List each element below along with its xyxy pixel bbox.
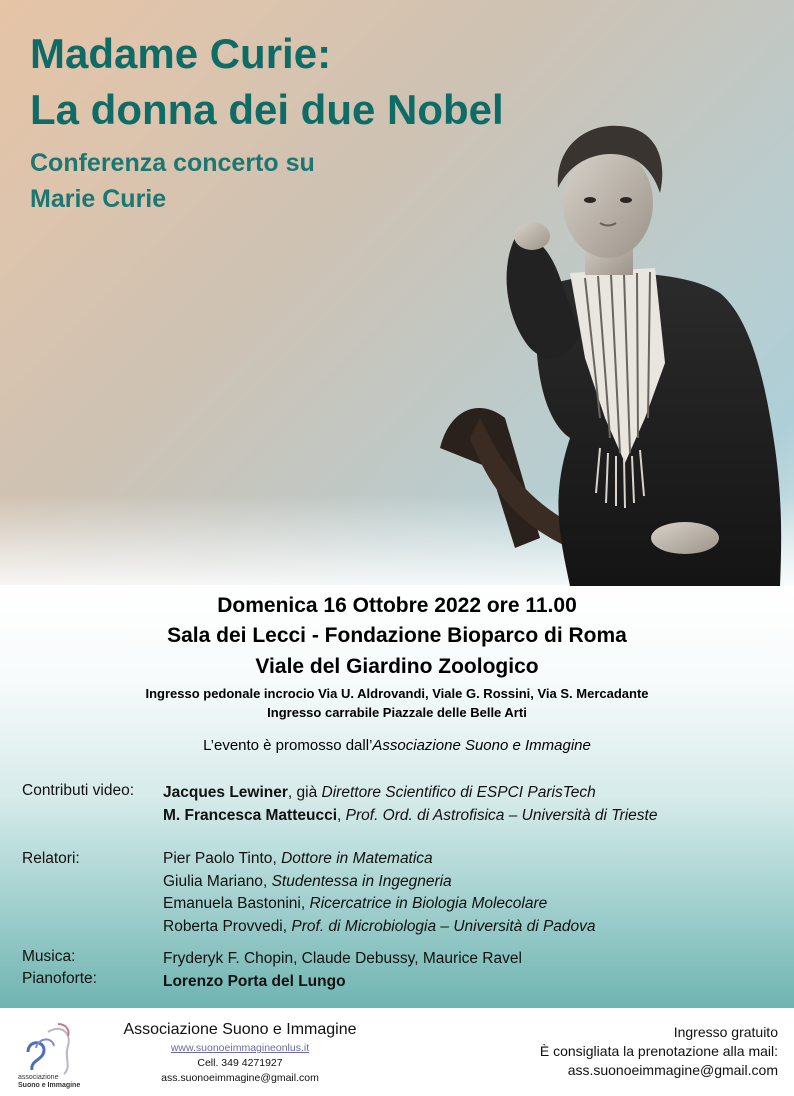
music-composers: Fryderyk F. Chopin, Claude Debussy, Maurice Ravel bbox=[163, 950, 522, 967]
footer-phone: Cell. 349 4271927 bbox=[197, 1057, 283, 1069]
promotion-prefix: L’evento è promosso dall’ bbox=[203, 737, 373, 754]
promotion-line bbox=[0, 737, 794, 754]
subtitle-line-2: Marie Curie bbox=[30, 185, 167, 213]
event-street: Viale del Giardino Zoologico bbox=[255, 655, 539, 678]
footer-website-link[interactable]: www.suonoeimmagineonlus.it bbox=[170, 1042, 310, 1054]
title-line-2: La donna dei due Nobel bbox=[30, 86, 504, 133]
footer-email-small: ass.suonoeimmagine@gmail.com bbox=[161, 1072, 319, 1084]
speaker: Roberta Provvedi, Prof. di Microbiologia – Università di Padova bbox=[163, 918, 596, 935]
speakers-label: Relatori: bbox=[22, 850, 80, 867]
speaker: Giulia Mariano, Studentessa in Ingegneria bbox=[163, 873, 452, 890]
pianist-name: Lorenzo Porta del Lungo bbox=[163, 973, 346, 990]
video-contributor: M. Francesca Matteucci, Prof. Ord. di Astrofisica – Università di Trieste bbox=[163, 807, 658, 824]
promotion-organization: Associazione Suono e Immagine bbox=[372, 737, 591, 754]
logo-text-top: associazione bbox=[18, 1074, 59, 1081]
pedestrian-access: Ingresso pedonale incrocio Via U. Aldrovandi, Viale G. Rossini, Via S. Mercadante bbox=[145, 686, 649, 701]
video-contributions-label: Contributi video: bbox=[22, 782, 135, 799]
music-label: Musica: bbox=[22, 948, 76, 965]
reservation-note: È consigliata la prenotazione alla mail: bbox=[539, 1043, 778, 1059]
reservation-email: ass.suonoeimmagine@gmail.com bbox=[567, 1062, 778, 1078]
speaker: Pier Paolo Tinto, Dottore in Matematica bbox=[163, 850, 433, 867]
vehicle-access: Ingresso carrabile Piazzale delle Belle Arti bbox=[267, 705, 527, 720]
subtitle-line-1: Conferenza concerto su bbox=[30, 149, 315, 177]
marie-curie-portrait bbox=[420, 118, 790, 586]
speaker: Emanuela Bastonini, Ricercatrice in Biologia Molecolare bbox=[163, 895, 548, 912]
event-date: Domenica 16 Ottobre 2022 ore 11.00 bbox=[217, 594, 577, 617]
event-venue: Sala dei Lecci - Fondazione Bioparco di Roma bbox=[167, 624, 627, 647]
logo-text-bottom: Suono e Immagine bbox=[18, 1082, 81, 1089]
piano-label: Pianoforte: bbox=[22, 970, 97, 987]
free-entry-note: Ingresso gratuito bbox=[673, 1024, 778, 1040]
footer-organization-name: Associazione Suono e Immagine bbox=[123, 1021, 357, 1038]
title-line-1: Madame Curie: bbox=[30, 30, 332, 77]
video-contributor: Jacques Lewiner, già Direttore Scientifico di ESPCI ParisTech bbox=[163, 784, 596, 801]
